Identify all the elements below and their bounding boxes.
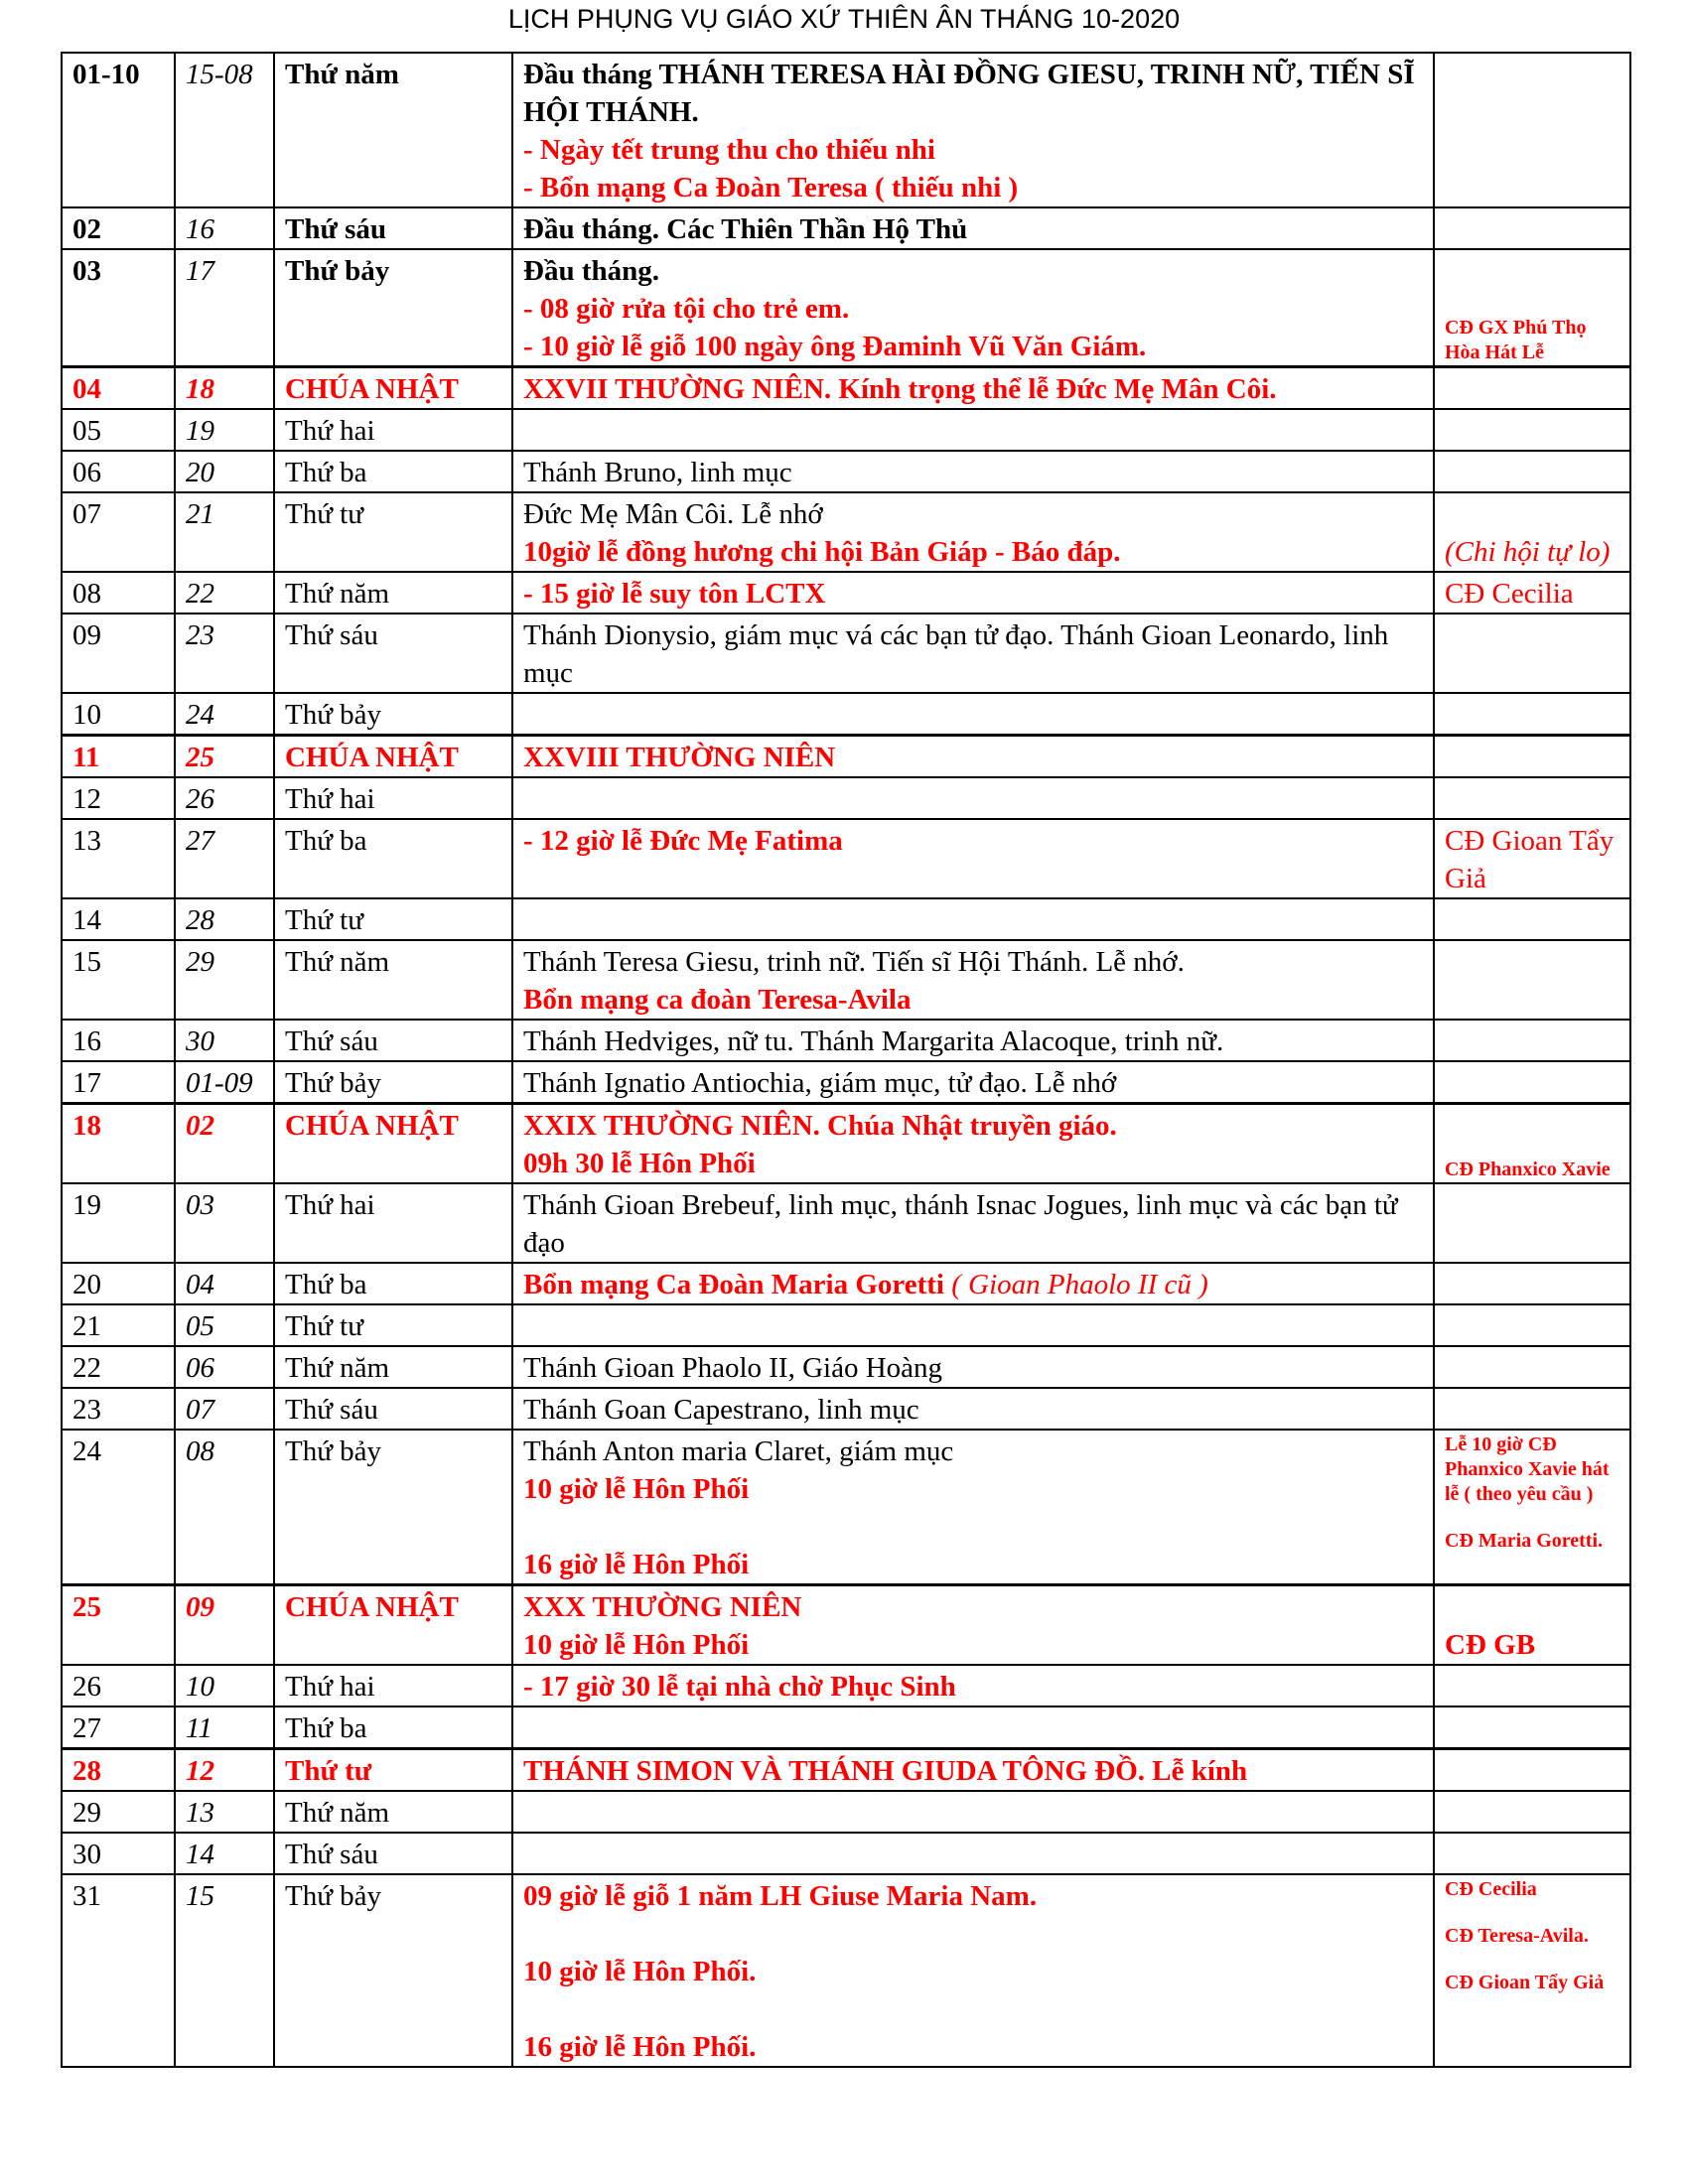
event-cell xyxy=(512,367,1434,410)
event-line xyxy=(523,1588,1423,1626)
event-cell xyxy=(512,819,1434,898)
lunar-date-cell: 07 xyxy=(175,1388,274,1430)
weekday-cell: Thứ tư xyxy=(274,492,512,572)
event-line xyxy=(523,1433,1423,1470)
page-title: LỊCH PHỤNG VỤ GIÁO XỨ THIÊN ÂN THÁNG 10-2020 xyxy=(507,4,1181,34)
choir-note xyxy=(1445,1626,1619,1664)
choir-note-cell xyxy=(1434,572,1630,614)
choir-note-cell xyxy=(1434,614,1630,693)
weekday-cell: Thứ ba xyxy=(274,1263,512,1304)
lunar-date-cell: 30 xyxy=(175,1020,274,1061)
schedule-row xyxy=(62,451,1630,492)
event-cell xyxy=(512,1874,1434,2067)
event-text: - Bổn mạng Ca Đoàn Teresa ( thiếu nhi ) xyxy=(523,172,1019,204)
weekday-cell: Thứ sáu xyxy=(274,1388,512,1430)
lunar-date-cell: 16 xyxy=(175,207,274,249)
event-line xyxy=(523,981,1423,1019)
choir-note-cell xyxy=(1434,1665,1630,1706)
spacer xyxy=(1445,1902,1619,1924)
schedule-row xyxy=(62,819,1630,898)
event-text: THÁNH SIMON VÀ THÁNH GIUDA TÔNG ĐỒ. Lễ kính xyxy=(523,1755,1248,1787)
weekday-cell: Thứ năm xyxy=(274,1791,512,1833)
event-text: 16 giờ lễ Hôn Phối. xyxy=(523,2031,757,2063)
lunar-date-cell: 26 xyxy=(175,777,274,819)
day-cell: 16 xyxy=(62,1020,175,1061)
weekday-cell: Thứ sáu xyxy=(274,1020,512,1061)
event-line xyxy=(523,1626,1423,1664)
event-text: Thánh Hedviges, nữ tu. Thánh Margarita Alacoque, trinh nữ. xyxy=(523,1025,1224,1057)
event-line xyxy=(523,1391,1423,1429)
spacer xyxy=(1445,1949,1619,1971)
day-cell: 21 xyxy=(62,1304,175,1346)
choir-note-cell xyxy=(1434,736,1630,778)
choir-note-text: CĐ Gioan Tẩy Giả xyxy=(1445,1972,1605,1993)
event-cell xyxy=(512,1706,1434,1749)
event-text: - 08 giờ rửa tội cho trẻ em. xyxy=(523,293,850,325)
event-text: 10 giờ lễ Hôn Phối. xyxy=(523,1956,757,1987)
event-cell xyxy=(512,1061,1434,1104)
choir-note-cell xyxy=(1434,1430,1630,1585)
event-text: Đức Mẹ Mân Côi. Lễ nhớ xyxy=(523,498,823,530)
event-text: 10giờ lễ đồng hương chi hội Bản Giáp - Báo đáp. xyxy=(523,536,1121,568)
lunar-date-cell: 23 xyxy=(175,614,274,693)
choir-note-cell xyxy=(1434,940,1630,1020)
lunar-date-cell: 04 xyxy=(175,1263,274,1304)
schedule-row xyxy=(62,1665,1630,1706)
day-cell: 22 xyxy=(62,1346,175,1388)
day-cell: 06 xyxy=(62,451,175,492)
schedule-row xyxy=(62,1304,1630,1346)
day-cell: 04 xyxy=(62,367,175,410)
event-line xyxy=(523,131,1423,169)
event-cell xyxy=(512,693,1434,736)
schedule-row xyxy=(62,1061,1630,1104)
lunar-date-cell: 19 xyxy=(175,409,274,451)
lunar-date-cell: 08 xyxy=(175,1430,274,1585)
event-text: XXX THƯỜNG NIÊN xyxy=(523,1591,802,1623)
event-cell xyxy=(512,614,1434,693)
weekday-cell: Thứ năm xyxy=(274,940,512,1020)
event-line xyxy=(523,1266,1423,1303)
day-cell: 11 xyxy=(62,736,175,778)
choir-note-cell xyxy=(1434,777,1630,819)
lunar-date-cell: 18 xyxy=(175,367,274,410)
event-line xyxy=(523,616,1423,692)
schedule-row xyxy=(62,367,1630,410)
event-line xyxy=(523,1107,1423,1145)
weekday-cell: Thứ sáu xyxy=(274,207,512,249)
lunar-date-cell: 03 xyxy=(175,1183,274,1263)
lunar-date-cell: 29 xyxy=(175,940,274,1020)
choir-note xyxy=(1445,1158,1619,1182)
event-line xyxy=(523,1064,1423,1102)
schedule-row xyxy=(62,1749,1630,1792)
choir-note-cell xyxy=(1434,1749,1630,1792)
choir-note-cell xyxy=(1434,53,1630,207)
schedule-row xyxy=(62,1791,1630,1833)
choir-note-text: CĐ Teresa-Avila. xyxy=(1445,1925,1589,1947)
lunar-date-cell: 12 xyxy=(175,1749,274,1792)
event-text: - 17 giờ 30 lễ tại nhà chờ Phục Sinh xyxy=(523,1671,956,1703)
choir-note-cell xyxy=(1434,898,1630,940)
lunar-date-cell: 25 xyxy=(175,736,274,778)
schedule-row xyxy=(62,1263,1630,1304)
schedule-row xyxy=(62,207,1630,249)
choir-note-cell xyxy=(1434,1061,1630,1104)
event-line xyxy=(523,822,1423,860)
lunar-date-cell: 21 xyxy=(175,492,274,572)
day-cell: 31 xyxy=(62,1874,175,2067)
event-text: Thánh Bruno, linh mục xyxy=(523,457,792,488)
event-text: 16 giờ lễ Hôn Phối xyxy=(523,1549,750,1580)
event-line xyxy=(523,495,1423,533)
lunar-date-cell: 01-09 xyxy=(175,1061,274,1104)
choir-note-text: CĐ GX Phú Thọ Hòa Hát Lễ xyxy=(1445,317,1587,363)
event-text: Đầu tháng. xyxy=(523,255,659,287)
event-text: - 10 giờ lễ giỗ 100 ngày ông Đaminh Vũ Văn Giám. xyxy=(523,331,1147,362)
event-cell xyxy=(512,1430,1434,1585)
schedule-row xyxy=(62,1388,1630,1430)
weekday-cell: Thứ tư xyxy=(274,1304,512,1346)
lunar-date-cell: 11 xyxy=(175,1706,274,1749)
day-cell: 07 xyxy=(62,492,175,572)
day-cell: 30 xyxy=(62,1833,175,1874)
choir-note-cell xyxy=(1434,1183,1630,1263)
schedule-row xyxy=(62,53,1630,207)
event-line xyxy=(523,252,1423,290)
event-text: Đầu tháng THÁNH TERESA HÀI ĐỒNG GIESU, TRINH NỮ, TIẾN SĨ HỘI THÁNH. xyxy=(523,59,1415,128)
event-cell xyxy=(512,572,1434,614)
weekday-cell: Thứ tư xyxy=(274,1749,512,1792)
event-cell xyxy=(512,249,1434,367)
event-line xyxy=(523,739,1423,776)
lunar-date-cell: 24 xyxy=(175,693,274,736)
event-text: Thánh Dionysio, giám mục vá các bạn tử đạo. Thánh Gioan Leonardo, linh mục xyxy=(523,619,1389,689)
day-cell: 18 xyxy=(62,1104,175,1184)
lunar-date-cell: 15-08 xyxy=(175,53,274,207)
day-cell: 05 xyxy=(62,409,175,451)
event-text: - 15 giờ lễ suy tôn LCTX xyxy=(523,578,826,610)
choir-note-text: CĐ Cecilia xyxy=(1445,1878,1537,1900)
event-cell xyxy=(512,492,1434,572)
event-line xyxy=(523,1546,1423,1583)
choir-note-cell xyxy=(1434,693,1630,736)
lunar-date-cell: 14 xyxy=(175,1833,274,1874)
weekday-cell: Thứ năm xyxy=(274,1346,512,1388)
event-cell xyxy=(512,1388,1434,1430)
weekday-cell: Thứ hai xyxy=(274,1183,512,1263)
day-cell: 10 xyxy=(62,693,175,736)
event-text: Bổn mạng ca đoàn Teresa-Avila xyxy=(523,984,912,1016)
schedule-row xyxy=(62,1874,1630,2067)
choir-note-cell xyxy=(1434,1388,1630,1430)
choir-note-text: CĐ Maria Goretti. xyxy=(1445,1530,1604,1552)
choir-note-text: Lễ 10 giờ CĐ Phanxico Xavie hát lễ ( theo yêu cầu ) xyxy=(1445,1433,1610,1505)
choir-note-text: CĐ Phanxico Xavie xyxy=(1445,1159,1611,1180)
event-line xyxy=(523,1752,1423,1790)
weekday-cell: Thứ tư xyxy=(274,898,512,940)
event-cell xyxy=(512,207,1434,249)
day-cell: 09 xyxy=(62,614,175,693)
event-note-text: ( Gioan Phaolo II cũ ) xyxy=(943,1269,1208,1300)
choir-note xyxy=(1445,822,1619,897)
choir-note-cell xyxy=(1434,451,1630,492)
weekday-cell: Thứ hai xyxy=(274,777,512,819)
weekday-cell: CHÚA NHẬT xyxy=(274,1104,512,1184)
schedule-row xyxy=(62,940,1630,1020)
event-line xyxy=(523,290,1423,328)
spacer xyxy=(523,1915,1423,1953)
schedule-row xyxy=(62,614,1630,693)
lunar-date-cell: 28 xyxy=(175,898,274,940)
event-text: Thánh Teresa Giesu, trinh nữ. Tiến sĩ Hội Thánh. Lễ nhớ. xyxy=(523,946,1185,978)
event-text: 10 giờ lễ Hôn Phối xyxy=(523,1473,750,1505)
event-cell xyxy=(512,1183,1434,1263)
event-cell xyxy=(512,451,1434,492)
choir-note-text: CĐ GB xyxy=(1445,1629,1536,1661)
weekday-cell: Thứ bảy xyxy=(274,249,512,367)
weekday-cell: Thứ ba xyxy=(274,819,512,898)
schedule-row xyxy=(62,1430,1630,1585)
choir-note-cell xyxy=(1434,1346,1630,1388)
event-line xyxy=(523,1470,1423,1508)
event-cell xyxy=(512,940,1434,1020)
weekday-cell: Thứ ba xyxy=(274,451,512,492)
day-cell: 25 xyxy=(62,1585,175,1666)
event-cell xyxy=(512,53,1434,207)
spacer xyxy=(523,1990,1423,2028)
choir-note xyxy=(1445,533,1619,571)
schedule-row xyxy=(62,492,1630,572)
day-cell: 01-10 xyxy=(62,53,175,207)
weekday-cell: Thứ sáu xyxy=(274,614,512,693)
choir-note-cell xyxy=(1434,249,1630,367)
choir-note-text: (Chi hội tự lo) xyxy=(1445,536,1611,568)
liturgical-schedule-table xyxy=(61,52,1631,2068)
day-cell: 08 xyxy=(62,572,175,614)
lunar-date-cell: 17 xyxy=(175,249,274,367)
event-cell xyxy=(512,409,1434,451)
lunar-date-cell: 09 xyxy=(175,1585,274,1666)
weekday-cell: Thứ hai xyxy=(274,1665,512,1706)
event-text: XXVII THƯỜNG NIÊN. Kính trọng thể lễ Đức Mẹ Mân Côi. xyxy=(523,373,1277,405)
event-cell xyxy=(512,1585,1434,1666)
event-line xyxy=(523,1877,1423,1915)
event-line xyxy=(523,454,1423,491)
event-cell xyxy=(512,1749,1434,1792)
choir-note-cell xyxy=(1434,207,1630,249)
choir-note-cell xyxy=(1434,1706,1630,1749)
schedule-row xyxy=(62,1104,1630,1184)
event-text: 10 giờ lễ Hôn Phối xyxy=(523,1629,750,1661)
event-text: XXVIII THƯỜNG NIÊN xyxy=(523,742,836,773)
event-cell xyxy=(512,1263,1434,1304)
day-cell: 17 xyxy=(62,1061,175,1104)
day-cell: 13 xyxy=(62,819,175,898)
event-line xyxy=(523,1668,1423,1706)
choir-note xyxy=(1445,1877,1619,1995)
choir-note-text: CĐ Cecilia xyxy=(1445,578,1574,610)
day-cell: 02 xyxy=(62,207,175,249)
lunar-date-cell: 06 xyxy=(175,1346,274,1388)
event-cell xyxy=(512,1104,1434,1184)
event-text: Bổn mạng Ca Đoàn Maria Goretti xyxy=(523,1269,944,1300)
weekday-cell: Thứ sáu xyxy=(274,1833,512,1874)
event-line xyxy=(523,370,1423,408)
choir-note-cell xyxy=(1434,492,1630,572)
schedule-row xyxy=(62,1020,1630,1061)
choir-note-cell xyxy=(1434,367,1630,410)
event-line xyxy=(523,56,1423,131)
choir-note-cell xyxy=(1434,1833,1630,1874)
event-line xyxy=(523,1186,1423,1262)
event-cell xyxy=(512,777,1434,819)
event-line xyxy=(523,210,1423,248)
schedule-row xyxy=(62,1833,1630,1874)
event-text: 09h 30 lễ Hôn Phối xyxy=(523,1148,756,1179)
schedule-row xyxy=(62,1706,1630,1749)
event-line xyxy=(523,533,1423,571)
lunar-date-cell: 22 xyxy=(175,572,274,614)
weekday-cell: CHÚA NHẬT xyxy=(274,367,512,410)
day-cell: 24 xyxy=(62,1430,175,1585)
choir-note-cell xyxy=(1434,1020,1630,1061)
event-text: - Ngày tết trung thu cho thiếu nhi xyxy=(523,134,935,166)
choir-note-cell xyxy=(1434,1263,1630,1304)
event-line xyxy=(523,1145,1423,1182)
day-cell: 26 xyxy=(62,1665,175,1706)
choir-note xyxy=(1445,575,1619,613)
spacer xyxy=(1445,1507,1619,1529)
schedule-row xyxy=(62,249,1630,367)
weekday-cell: Thứ ba xyxy=(274,1706,512,1749)
lunar-date-cell: 13 xyxy=(175,1791,274,1833)
lunar-date-cell: 15 xyxy=(175,1874,274,2067)
event-text: Thánh Ignatio Antiochia, giám mục, tử đạo. Lễ nhớ xyxy=(523,1067,1117,1099)
day-cell: 27 xyxy=(62,1706,175,1749)
choir-note-cell xyxy=(1434,1304,1630,1346)
lunar-date-cell: 02 xyxy=(175,1104,274,1184)
choir-note-cell xyxy=(1434,1791,1630,1833)
event-cell xyxy=(512,898,1434,940)
day-cell: 20 xyxy=(62,1263,175,1304)
event-line xyxy=(523,575,1423,613)
choir-note-cell xyxy=(1434,1104,1630,1184)
event-cell xyxy=(512,736,1434,778)
choir-note-text: CĐ Gioan Tẩy Giả xyxy=(1445,825,1615,894)
lunar-date-cell: 20 xyxy=(175,451,274,492)
event-text: 09 giờ lễ giỗ 1 năm LH Giuse Maria Nam. xyxy=(523,1880,1038,1912)
day-cell: 29 xyxy=(62,1791,175,1833)
schedule-row xyxy=(62,777,1630,819)
lunar-date-cell: 27 xyxy=(175,819,274,898)
event-line xyxy=(523,169,1423,206)
spacer xyxy=(523,1508,1423,1546)
event-text: Thánh Goan Capestrano, linh mục xyxy=(523,1394,919,1426)
event-line xyxy=(523,1023,1423,1060)
lunar-date-cell: 10 xyxy=(175,1665,274,1706)
event-cell xyxy=(512,1020,1434,1061)
schedule-row xyxy=(62,693,1630,736)
schedule-row xyxy=(62,898,1630,940)
schedule-row xyxy=(62,572,1630,614)
event-cell xyxy=(512,1304,1434,1346)
day-cell: 28 xyxy=(62,1749,175,1792)
day-cell: 03 xyxy=(62,249,175,367)
event-line xyxy=(523,943,1423,981)
event-text: XXIX THƯỜNG NIÊN. Chúa Nhật truyền giáo. xyxy=(523,1110,1117,1142)
event-line xyxy=(523,1953,1423,1990)
event-text: Thánh Gioan Phaolo II, Giáo Hoàng xyxy=(523,1352,943,1384)
schedule-row xyxy=(62,1183,1630,1263)
event-text: Thánh Gioan Brebeuf, linh mục, thánh Isnac Jogues, linh mục và các bạn tử đạo xyxy=(523,1189,1398,1259)
choir-note xyxy=(1445,316,1619,365)
event-line xyxy=(523,1349,1423,1387)
lunar-date-cell: 05 xyxy=(175,1304,274,1346)
day-cell: 15 xyxy=(62,940,175,1020)
schedule-row xyxy=(62,409,1630,451)
weekday-cell: CHÚA NHẬT xyxy=(274,736,512,778)
day-cell: 19 xyxy=(62,1183,175,1263)
weekday-cell: Thứ năm xyxy=(274,572,512,614)
weekday-cell: Thứ bảy xyxy=(274,1061,512,1104)
schedule-row xyxy=(62,736,1630,778)
day-cell: 14 xyxy=(62,898,175,940)
event-cell xyxy=(512,1833,1434,1874)
choir-note-cell xyxy=(1434,409,1630,451)
weekday-cell: Thứ bảy xyxy=(274,693,512,736)
event-cell xyxy=(512,1791,1434,1833)
event-text: Thánh Anton maria Claret, giám mục xyxy=(523,1435,954,1467)
event-line xyxy=(523,328,1423,365)
choir-note-cell xyxy=(1434,819,1630,898)
choir-note-cell xyxy=(1434,1874,1630,2067)
choir-note-cell xyxy=(1434,1585,1630,1666)
schedule-row xyxy=(62,1346,1630,1388)
event-cell xyxy=(512,1346,1434,1388)
schedule-body xyxy=(62,53,1630,2067)
weekday-cell: Thứ hai xyxy=(274,409,512,451)
choir-note xyxy=(1445,1433,1619,1554)
weekday-cell: CHÚA NHẬT xyxy=(274,1585,512,1666)
schedule-row xyxy=(62,1585,1630,1666)
event-cell xyxy=(512,1665,1434,1706)
day-cell: 23 xyxy=(62,1388,175,1430)
day-cell: 12 xyxy=(62,777,175,819)
weekday-cell: Thứ năm xyxy=(274,53,512,207)
event-text: - 12 giờ lễ Đức Mẹ Fatima xyxy=(523,825,843,857)
event-text: Đầu tháng. Các Thiên Thần Hộ Thủ xyxy=(523,213,968,245)
event-line xyxy=(523,2028,1423,2066)
weekday-cell: Thứ bảy xyxy=(274,1430,512,1585)
weekday-cell: Thứ bảy xyxy=(274,1874,512,2067)
